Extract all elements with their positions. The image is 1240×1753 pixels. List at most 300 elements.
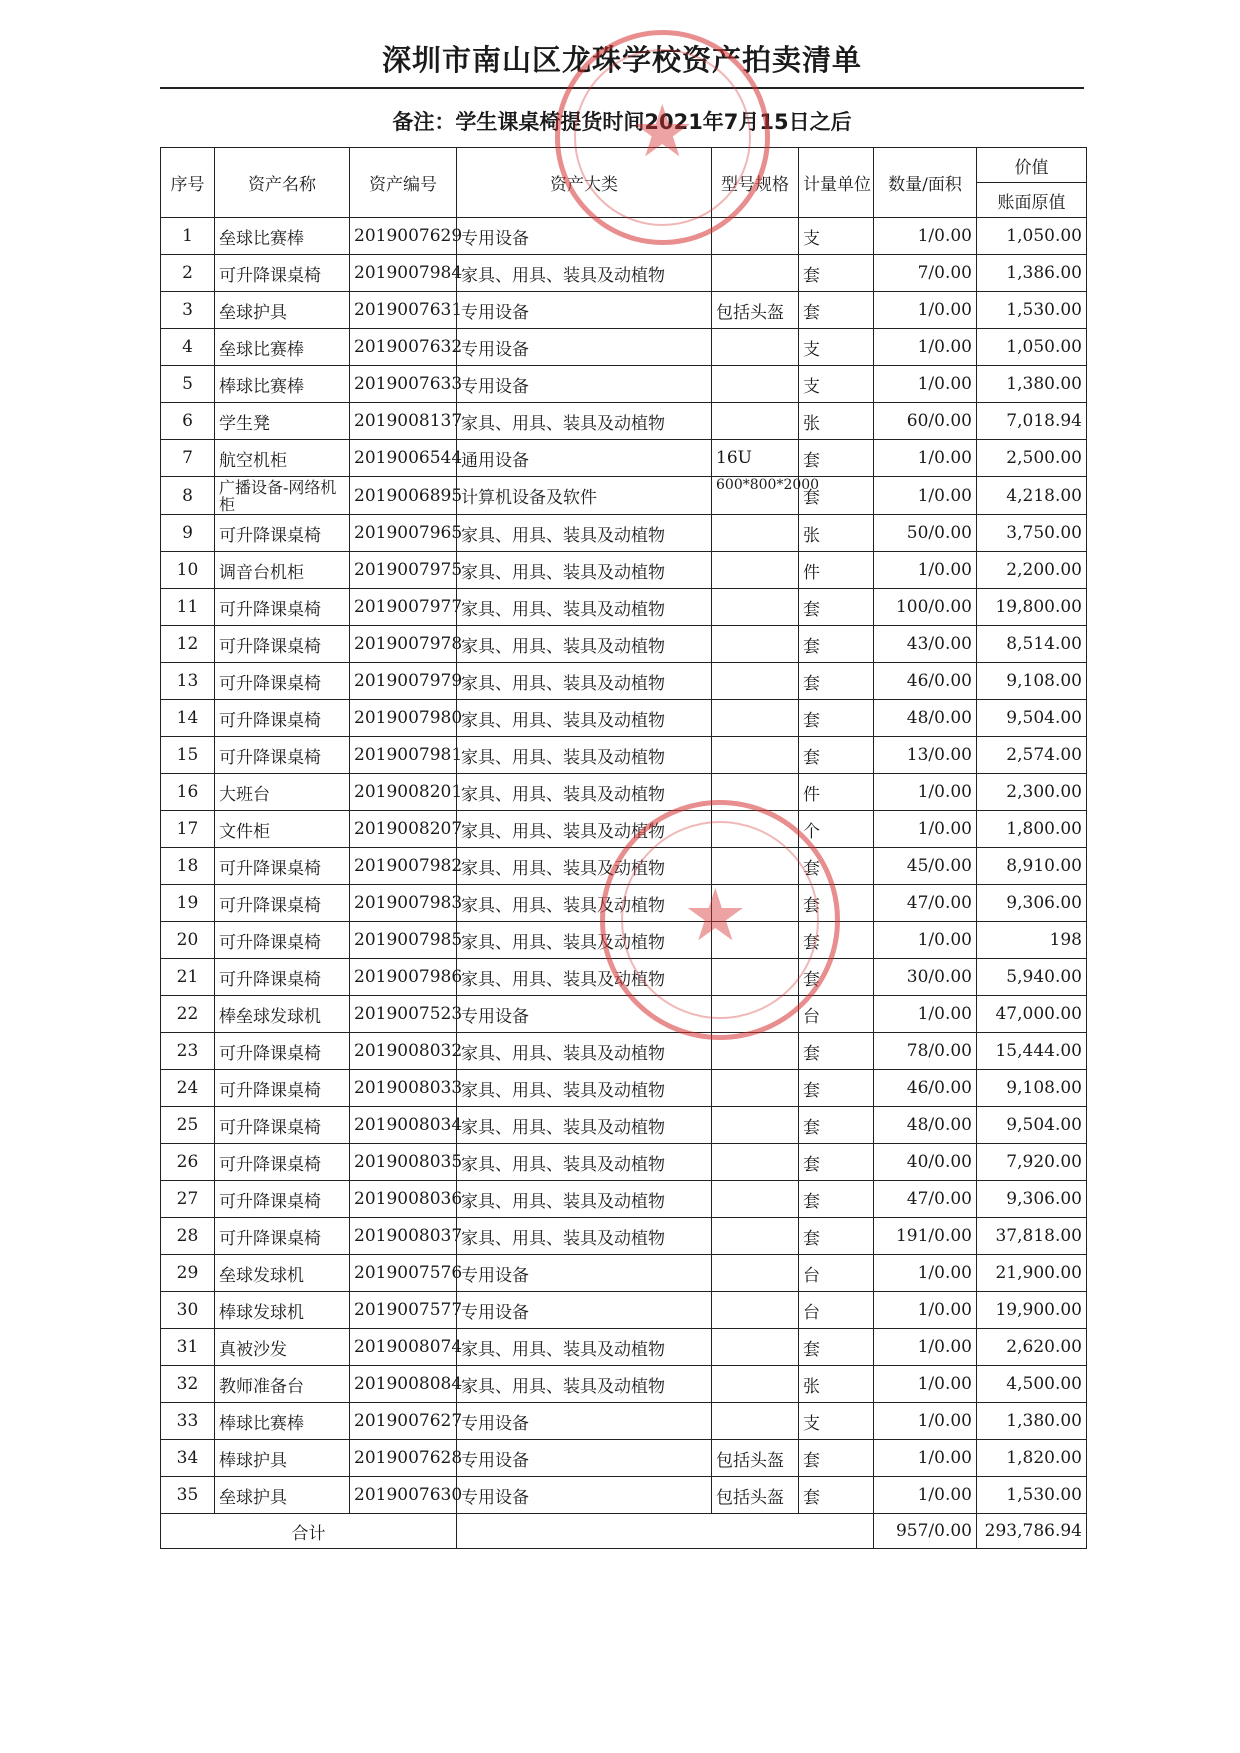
row-category: 专用设备 xyxy=(457,366,712,403)
document-note: 备注：学生课桌椅提货时间2021年7月15日之后 xyxy=(392,110,852,134)
row-book-value: 37,818.00 xyxy=(977,1218,1087,1255)
row-category: 家具、用具、装具及动植物 xyxy=(457,1181,712,1218)
row-book-value: 7,920.00 xyxy=(977,1144,1087,1181)
row-category: 专用设备 xyxy=(457,1403,712,1440)
row-asset-name: 垒球护具 xyxy=(215,1477,350,1514)
table-row xyxy=(161,1366,1087,1403)
row-book-value: 4,218.00 xyxy=(977,477,1087,515)
row-asset-name: 学生凳 xyxy=(215,403,350,440)
row-book-value: 1,530.00 xyxy=(977,1477,1087,1514)
row-qty: 1/0.00 xyxy=(874,1255,977,1292)
table-row xyxy=(161,292,1087,329)
row-unit: 套 xyxy=(799,700,874,737)
row-no: 9 xyxy=(161,515,215,552)
row-qty: 47/0.00 xyxy=(874,885,977,922)
row-unit: 张 xyxy=(799,515,874,552)
row-asset-name: 航空机柜 xyxy=(215,440,350,477)
row-spec xyxy=(712,1033,799,1070)
row-asset-name: 可升降课桌椅 xyxy=(215,1070,350,1107)
row-category: 家具、用具、装具及动植物 xyxy=(457,959,712,996)
row-unit: 套 xyxy=(799,292,874,329)
row-category: 家具、用具、装具及动植物 xyxy=(457,922,712,959)
row-unit: 套 xyxy=(799,885,874,922)
row-qty: 30/0.00 xyxy=(874,959,977,996)
row-unit: 台 xyxy=(799,1255,874,1292)
row-category: 家具、用具、装具及动植物 xyxy=(457,1144,712,1181)
row-unit: 套 xyxy=(799,440,874,477)
row-unit: 个 xyxy=(799,811,874,848)
row-no: 23 xyxy=(161,1033,215,1070)
row-asset-name: 可升降课桌椅 xyxy=(215,922,350,959)
row-qty: 13/0.00 xyxy=(874,737,977,774)
row-asset-code: 2019007979 xyxy=(350,663,457,700)
row-category: 专用设备 xyxy=(457,1477,712,1514)
row-spec: 包括头盔 xyxy=(712,1440,799,1477)
row-unit: 件 xyxy=(799,774,874,811)
row-qty: 7/0.00 xyxy=(874,255,977,292)
row-category: 家具、用具、装具及动植物 xyxy=(457,811,712,848)
row-unit: 套 xyxy=(799,1440,874,1477)
table-row xyxy=(161,700,1087,737)
row-category: 专用设备 xyxy=(457,292,712,329)
row-qty: 1/0.00 xyxy=(874,1477,977,1514)
row-no: 21 xyxy=(161,959,215,996)
row-spec xyxy=(712,218,799,255)
row-asset-name: 可升降课桌椅 xyxy=(215,737,350,774)
row-spec xyxy=(712,848,799,885)
row-no: 8 xyxy=(161,477,215,515)
table-row xyxy=(161,1403,1087,1440)
seal-star-icon: ★ xyxy=(683,873,748,957)
table-row xyxy=(161,774,1087,811)
row-spec xyxy=(712,922,799,959)
row-no: 16 xyxy=(161,774,215,811)
row-no: 33 xyxy=(161,1403,215,1440)
row-book-value: 19,800.00 xyxy=(977,589,1087,626)
row-asset-code: 2019007576 xyxy=(350,1255,457,1292)
row-book-value: 1,380.00 xyxy=(977,366,1087,403)
row-asset-code: 2019008037 xyxy=(350,1218,457,1255)
row-qty: 1/0.00 xyxy=(874,1403,977,1440)
row-book-value: 2,500.00 xyxy=(977,440,1087,477)
total-qty: 957/0.00 xyxy=(874,1514,977,1549)
row-spec xyxy=(712,885,799,922)
row-spec xyxy=(712,1181,799,1218)
header-value-group: 价值 xyxy=(977,148,1087,183)
row-asset-name: 可升降课桌椅 xyxy=(215,663,350,700)
table-row xyxy=(161,1329,1087,1366)
table-row xyxy=(161,366,1087,403)
row-category: 专用设备 xyxy=(457,1255,712,1292)
row-no: 32 xyxy=(161,1366,215,1403)
row-unit: 套 xyxy=(799,737,874,774)
table-row xyxy=(161,996,1087,1033)
row-book-value: 1,530.00 xyxy=(977,292,1087,329)
row-category: 专用设备 xyxy=(457,996,712,1033)
row-asset-code: 2019007980 xyxy=(350,700,457,737)
row-spec xyxy=(712,1366,799,1403)
table-row xyxy=(161,329,1087,366)
row-asset-code: 2019008084 xyxy=(350,1366,457,1403)
header-book-value: 账面原值 xyxy=(977,183,1087,218)
row-asset-code: 2019007630 xyxy=(350,1477,457,1514)
row-unit: 套 xyxy=(799,1181,874,1218)
row-unit: 支 xyxy=(799,218,874,255)
table-row xyxy=(161,589,1087,626)
table-row xyxy=(161,885,1087,922)
row-spec xyxy=(712,737,799,774)
row-spec xyxy=(712,515,799,552)
row-qty: 1/0.00 xyxy=(874,1440,977,1477)
row-book-value: 9,108.00 xyxy=(977,663,1087,700)
row-book-value: 1,380.00 xyxy=(977,1403,1087,1440)
row-unit: 支 xyxy=(799,329,874,366)
row-qty: 1/0.00 xyxy=(874,477,977,515)
row-no: 17 xyxy=(161,811,215,848)
row-no: 3 xyxy=(161,292,215,329)
row-asset-name: 可升降课桌椅 xyxy=(215,626,350,663)
row-asset-name: 教师准备台 xyxy=(215,1366,350,1403)
row-qty: 1/0.00 xyxy=(874,292,977,329)
row-category: 家具、用具、装具及动植物 xyxy=(457,1107,712,1144)
row-spec xyxy=(712,1218,799,1255)
row-spec: 600*800*2000 xyxy=(712,477,799,515)
row-asset-code: 2019007629 xyxy=(350,218,457,255)
row-qty: 1/0.00 xyxy=(874,329,977,366)
row-spec xyxy=(712,811,799,848)
row-asset-code: 2019007986 xyxy=(350,959,457,996)
header-name: 资产名称 xyxy=(215,148,350,218)
row-category: 家具、用具、装具及动植物 xyxy=(457,1366,712,1403)
row-spec xyxy=(712,1255,799,1292)
table-row xyxy=(161,663,1087,700)
table-row xyxy=(161,959,1087,996)
row-unit: 件 xyxy=(799,552,874,589)
row-asset-name: 垒球比赛棒 xyxy=(215,218,350,255)
row-spec xyxy=(712,589,799,626)
row-no: 13 xyxy=(161,663,215,700)
row-book-value: 2,300.00 xyxy=(977,774,1087,811)
row-category: 家具、用具、装具及动植物 xyxy=(457,1218,712,1255)
row-qty: 191/0.00 xyxy=(874,1218,977,1255)
row-category: 家具、用具、装具及动植物 xyxy=(457,774,712,811)
row-book-value: 47,000.00 xyxy=(977,996,1087,1033)
row-asset-code: 2019008034 xyxy=(350,1107,457,1144)
row-qty: 1/0.00 xyxy=(874,366,977,403)
row-asset-name: 大班台 xyxy=(215,774,350,811)
row-asset-name: 可升降课桌椅 xyxy=(215,589,350,626)
header-category: 资产大类 xyxy=(457,148,712,218)
row-unit: 套 xyxy=(799,663,874,700)
row-spec: 包括头盔 xyxy=(712,1477,799,1514)
row-qty: 1/0.00 xyxy=(874,922,977,959)
row-book-value: 8,910.00 xyxy=(977,848,1087,885)
row-book-value: 5,940.00 xyxy=(977,959,1087,996)
row-qty: 48/0.00 xyxy=(874,700,977,737)
row-unit: 套 xyxy=(799,922,874,959)
row-asset-code: 2019008074 xyxy=(350,1329,457,1366)
row-book-value: 1,800.00 xyxy=(977,811,1087,848)
row-asset-code: 2019007627 xyxy=(350,1403,457,1440)
row-asset-code: 2019007977 xyxy=(350,589,457,626)
row-asset-name: 广播设备-网络机柜 xyxy=(215,477,350,515)
row-unit: 套 xyxy=(799,1070,874,1107)
row-qty: 40/0.00 xyxy=(874,1144,977,1181)
row-unit: 套 xyxy=(799,848,874,885)
row-spec xyxy=(712,1292,799,1329)
table-row xyxy=(161,477,1087,515)
row-qty: 45/0.00 xyxy=(874,848,977,885)
row-unit: 套 xyxy=(799,1144,874,1181)
table-row xyxy=(161,255,1087,292)
table-row xyxy=(161,1144,1087,1181)
row-book-value: 4,500.00 xyxy=(977,1366,1087,1403)
table-row xyxy=(161,403,1087,440)
row-no: 10 xyxy=(161,552,215,589)
row-category: 专用设备 xyxy=(457,1440,712,1477)
row-category: 家具、用具、装具及动植物 xyxy=(457,1070,712,1107)
row-asset-code: 2019008137 xyxy=(350,403,457,440)
row-spec xyxy=(712,1070,799,1107)
row-spec xyxy=(712,366,799,403)
row-category: 家具、用具、装具及动植物 xyxy=(457,626,712,663)
header-unit: 计量单位 xyxy=(799,148,874,218)
row-asset-name: 可升降课桌椅 xyxy=(215,700,350,737)
row-no: 20 xyxy=(161,922,215,959)
table-row xyxy=(161,1107,1087,1144)
total-label: 合计 xyxy=(161,1514,457,1549)
header-code: 资产编号 xyxy=(350,148,457,218)
row-category: 专用设备 xyxy=(457,218,712,255)
row-category: 家具、用具、装具及动植物 xyxy=(457,848,712,885)
row-unit: 套 xyxy=(799,626,874,663)
row-spec xyxy=(712,663,799,700)
row-asset-name: 棒球护具 xyxy=(215,1440,350,1477)
table-row xyxy=(161,1477,1087,1514)
row-asset-code: 2019007523 xyxy=(350,996,457,1033)
row-qty: 1/0.00 xyxy=(874,774,977,811)
row-qty: 48/0.00 xyxy=(874,1107,977,1144)
row-asset-name: 文件柜 xyxy=(215,811,350,848)
row-asset-name: 可升降课桌椅 xyxy=(215,1181,350,1218)
row-book-value: 3,750.00 xyxy=(977,515,1087,552)
table-row xyxy=(161,626,1087,663)
row-unit: 套 xyxy=(799,1033,874,1070)
row-asset-name: 可升降课桌椅 xyxy=(215,959,350,996)
row-asset-code: 2019008036 xyxy=(350,1181,457,1218)
row-book-value: 1,820.00 xyxy=(977,1440,1087,1477)
table-row xyxy=(161,811,1087,848)
row-category: 家具、用具、装具及动植物 xyxy=(457,700,712,737)
row-book-value: 198 xyxy=(977,922,1087,959)
row-no: 11 xyxy=(161,589,215,626)
row-asset-name: 可升降课桌椅 xyxy=(215,885,350,922)
row-book-value: 1,050.00 xyxy=(977,218,1087,255)
row-spec xyxy=(712,774,799,811)
row-asset-name: 棒球比赛棒 xyxy=(215,366,350,403)
row-qty: 46/0.00 xyxy=(874,663,977,700)
row-book-value: 9,504.00 xyxy=(977,700,1087,737)
row-asset-code: 2019007632 xyxy=(350,329,457,366)
row-no: 7 xyxy=(161,440,215,477)
row-spec xyxy=(712,552,799,589)
row-category: 家具、用具、装具及动植物 xyxy=(457,1329,712,1366)
row-asset-name: 调音台机柜 xyxy=(215,552,350,589)
row-no: 27 xyxy=(161,1181,215,1218)
row-qty: 78/0.00 xyxy=(874,1033,977,1070)
table-row xyxy=(161,737,1087,774)
row-asset-code: 2019007975 xyxy=(350,552,457,589)
row-asset-code: 2019007982 xyxy=(350,848,457,885)
row-unit: 台 xyxy=(799,1292,874,1329)
row-spec xyxy=(712,700,799,737)
table-row xyxy=(161,1033,1087,1070)
row-unit: 套 xyxy=(799,1477,874,1514)
row-no: 28 xyxy=(161,1218,215,1255)
row-book-value: 2,200.00 xyxy=(977,552,1087,589)
header-qty: 数量/面积 xyxy=(874,148,977,218)
table-row xyxy=(161,1181,1087,1218)
row-qty: 47/0.00 xyxy=(874,1181,977,1218)
row-asset-code: 2019008207 xyxy=(350,811,457,848)
row-unit: 张 xyxy=(799,403,874,440)
total-row xyxy=(161,1514,1087,1549)
row-asset-code: 2019007633 xyxy=(350,366,457,403)
row-spec xyxy=(712,996,799,1033)
row-no: 30 xyxy=(161,1292,215,1329)
row-no: 35 xyxy=(161,1477,215,1514)
row-asset-name: 垒球发球机 xyxy=(215,1255,350,1292)
header-no: 序号 xyxy=(161,148,215,218)
row-book-value: 7,018.94 xyxy=(977,403,1087,440)
row-qty: 1/0.00 xyxy=(874,218,977,255)
row-book-value: 2,574.00 xyxy=(977,737,1087,774)
row-book-value: 9,108.00 xyxy=(977,1070,1087,1107)
row-asset-code: 2019007981 xyxy=(350,737,457,774)
row-asset-code: 2019007978 xyxy=(350,626,457,663)
row-category: 家具、用具、装具及动植物 xyxy=(457,515,712,552)
row-unit: 张 xyxy=(799,1366,874,1403)
row-asset-name: 可升降课桌椅 xyxy=(215,1144,350,1181)
row-unit: 套 xyxy=(799,1218,874,1255)
row-no: 12 xyxy=(161,626,215,663)
row-asset-name: 棒垒球发球机 xyxy=(215,996,350,1033)
row-no: 6 xyxy=(161,403,215,440)
row-qty: 60/0.00 xyxy=(874,403,977,440)
row-unit: 套 xyxy=(799,589,874,626)
row-qty: 46/0.00 xyxy=(874,1070,977,1107)
row-unit: 套 xyxy=(799,255,874,292)
row-asset-name: 棒球发球机 xyxy=(215,1292,350,1329)
row-unit: 支 xyxy=(799,1403,874,1440)
row-qty: 1/0.00 xyxy=(874,1292,977,1329)
table-row xyxy=(161,1218,1087,1255)
row-qty: 43/0.00 xyxy=(874,626,977,663)
row-qty: 100/0.00 xyxy=(874,589,977,626)
row-qty: 1/0.00 xyxy=(874,1329,977,1366)
row-no: 31 xyxy=(161,1329,215,1366)
row-category: 家具、用具、装具及动植物 xyxy=(457,552,712,589)
row-asset-code: 2019006544 xyxy=(350,440,457,477)
row-category: 专用设备 xyxy=(457,1292,712,1329)
row-unit: 套 xyxy=(799,477,874,515)
table-row xyxy=(161,1070,1087,1107)
title-divider xyxy=(160,87,1084,89)
row-no: 24 xyxy=(161,1070,215,1107)
row-asset-name: 真被沙发 xyxy=(215,1329,350,1366)
row-asset-code: 2019007577 xyxy=(350,1292,457,1329)
row-no: 14 xyxy=(161,700,215,737)
document-title: 深圳市南山区龙珠学校资产拍卖清单 xyxy=(381,43,862,77)
table-row xyxy=(161,1255,1087,1292)
row-no: 29 xyxy=(161,1255,215,1292)
row-qty: 1/0.00 xyxy=(874,996,977,1033)
row-asset-name: 可升降课桌椅 xyxy=(215,255,350,292)
total-empty xyxy=(457,1514,874,1549)
row-no: 1 xyxy=(161,218,215,255)
row-book-value: 2,620.00 xyxy=(977,1329,1087,1366)
row-qty: 1/0.00 xyxy=(874,1366,977,1403)
row-unit: 套 xyxy=(799,1107,874,1144)
row-asset-name: 垒球护具 xyxy=(215,292,350,329)
row-unit: 套 xyxy=(799,959,874,996)
table-row xyxy=(161,440,1087,477)
row-no: 26 xyxy=(161,1144,215,1181)
row-spec xyxy=(712,403,799,440)
row-book-value: 1,386.00 xyxy=(977,255,1087,292)
total-value: 293,786.94 xyxy=(977,1514,1087,1549)
table-row xyxy=(161,1292,1087,1329)
row-asset-code: 2019007985 xyxy=(350,922,457,959)
row-spec: 包括头盔 xyxy=(712,292,799,329)
row-asset-code: 2019008032 xyxy=(350,1033,457,1070)
row-no: 5 xyxy=(161,366,215,403)
row-spec xyxy=(712,959,799,996)
table-row xyxy=(161,848,1087,885)
row-category: 家具、用具、装具及动植物 xyxy=(457,737,712,774)
header-spec: 型号规格 xyxy=(712,148,799,218)
row-asset-code: 2019008033 xyxy=(350,1070,457,1107)
row-asset-code: 2019007984 xyxy=(350,255,457,292)
row-book-value: 19,900.00 xyxy=(977,1292,1087,1329)
row-book-value: 9,504.00 xyxy=(977,1107,1087,1144)
row-category: 通用设备 xyxy=(457,440,712,477)
table-row xyxy=(161,552,1087,589)
row-asset-name: 可升降课桌椅 xyxy=(215,1107,350,1144)
row-no: 4 xyxy=(161,329,215,366)
row-no: 15 xyxy=(161,737,215,774)
row-no: 22 xyxy=(161,996,215,1033)
row-category: 家具、用具、装具及动植物 xyxy=(457,663,712,700)
table-row xyxy=(161,515,1087,552)
row-category: 家具、用具、装具及动植物 xyxy=(457,403,712,440)
asset-table xyxy=(160,147,1087,1549)
row-spec xyxy=(712,1403,799,1440)
table-row xyxy=(161,922,1087,959)
row-no: 25 xyxy=(161,1107,215,1144)
row-spec xyxy=(712,1144,799,1181)
table-row xyxy=(161,218,1087,255)
row-category: 计算机设备及软件 xyxy=(457,477,712,515)
row-asset-name: 可升降课桌椅 xyxy=(215,1218,350,1255)
row-asset-name: 可升降课桌椅 xyxy=(215,848,350,885)
row-unit: 台 xyxy=(799,996,874,1033)
row-asset-name: 可升降课桌椅 xyxy=(215,1033,350,1070)
row-qty: 1/0.00 xyxy=(874,440,977,477)
row-spec xyxy=(712,329,799,366)
row-no: 34 xyxy=(161,1440,215,1477)
table-body xyxy=(161,218,1087,1514)
